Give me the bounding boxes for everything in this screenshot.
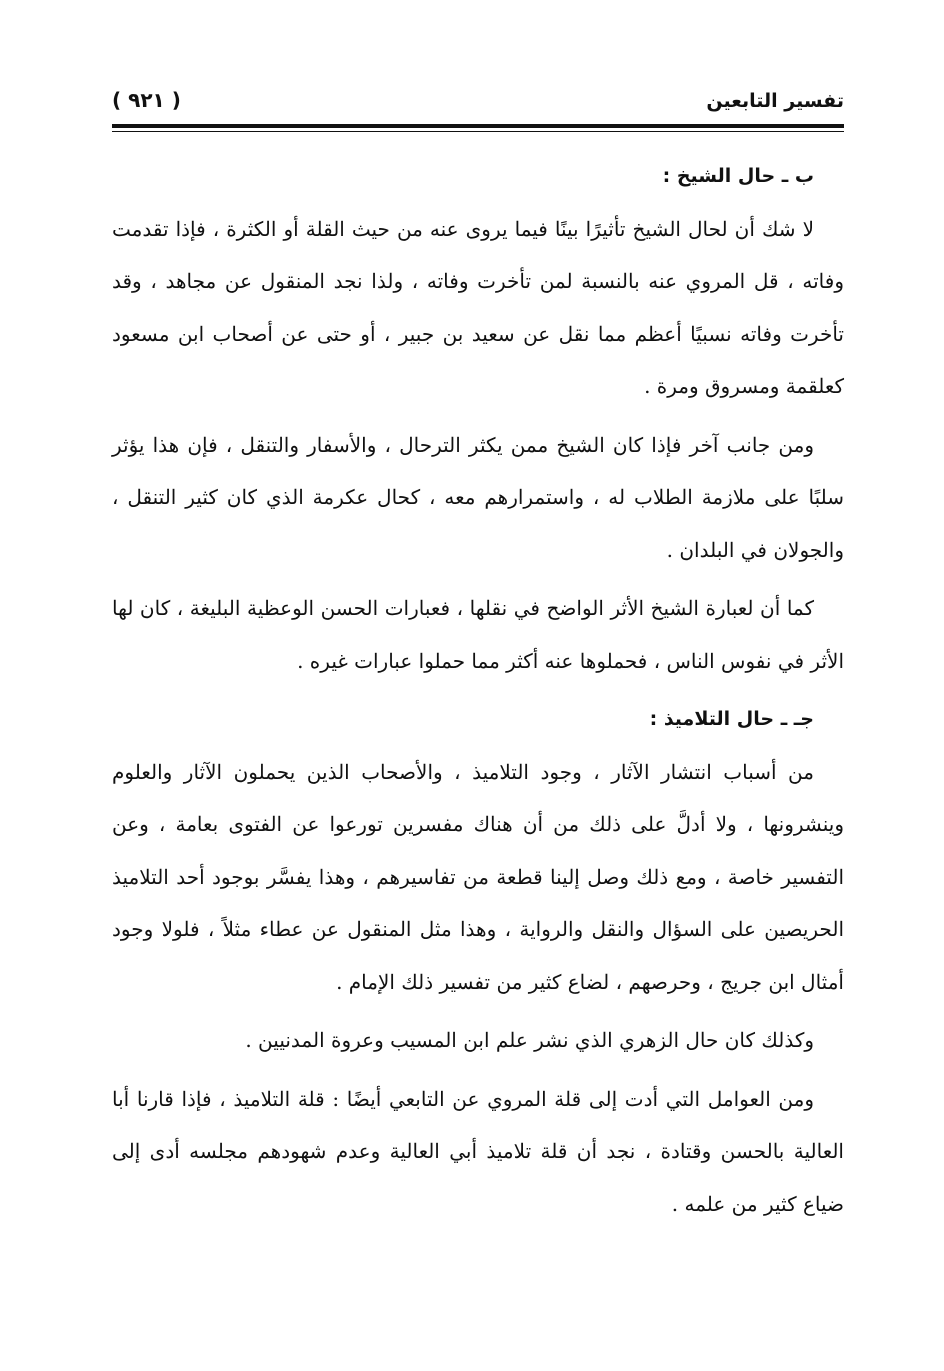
page-header: [112, 84, 844, 124]
section-heading: جـ ـ حال التلاميذ :: [649, 708, 814, 730]
paragraph: وكذلك كان حال الزهري الذي نشر علم ابن المسيب وعروة المدنيين .: [245, 1028, 814, 1052]
section-shaykh: [112, 150, 844, 687]
paragraph: لا شك أن لحال الشيخ تأثيرًا بينًا فيما يروى عنه من حيث القلة أو الكثرة ، فإذا تقدمت وفاته ، قل المروي عنه بالنسبة لمن تأخرت وفاته ، ولذا نجد المنقول عن مجاهد ، وقد تأخرت وفاته نسبيًا أعظم مما نقل عن سعيد بن جبير ، أو حتى عن أصحاب ابن مسعود كعلقمة ومسروق ومرة .: [112, 216, 844, 398]
header-rule-thin: [112, 131, 844, 132]
paragraph: من أسباب انتشار الآثار ، وجود التلاميذ ، والأصحاب الذين يحملون الآثار والعلوم وينشرونها ، ولا أدلَّ على ذلك من أن هناك مفسرين تورعوا عن الفتوى بعامة ، وعن التفسير خاصة ، ومع ذلك وصل إلينا قطعة من تفاسيرهم ، وهذا يفسَّر بوجود أحد التلاميذ الحريصين على السؤال والنقل والرواية ، وهذا مثل المنقول عن عطاء مثلاً ، فلولا وجود أمثال ابن جريج ، وحرصهم ، لضاع كثير من تفسير ذلك الإمام .: [112, 759, 844, 994]
section-heading: ب ـ حال الشيخ :: [662, 165, 814, 187]
paragraph: كما أن لعبارة الشيخ الأثر الواضح في نقلها ، فعبارات الحسن الوعظية البليغة ، كان لها الأثر في نفوس الناس ، فحملوها عنه أكثر مما حملوا عبارات غيره .: [112, 596, 844, 673]
header-rule-thick: [112, 124, 844, 128]
page-number: ( ٩٢١ ): [112, 88, 181, 112]
running-title: تفسير التابعين: [706, 90, 844, 112]
paragraph: ومن جانب آخر فإذا كان الشيخ ممن يكثر الترحال ، والأسفار والتنقل ، فإن هذا يؤثر سلبًا على ملازمة الطلاب له ، واستمرارهم معه ، كحال عكرمة الذي كان كثير التنقل ، والجولان في البلدان .: [112, 432, 844, 562]
body-text: [112, 150, 844, 1236]
paragraph: ومن العوامل التي أدت إلى قلة المروي عن التابعي أيضًا : قلة التلاميذ ، فإذا قارنا أبا العالية بالحسن وقتادة ، نجد أن قلة تلاميذ أبي العالية وعدم شهودهم مجلسه أدى إلى ضياع كثير من علمه .: [112, 1086, 844, 1216]
section-talamidh: [112, 693, 844, 1230]
